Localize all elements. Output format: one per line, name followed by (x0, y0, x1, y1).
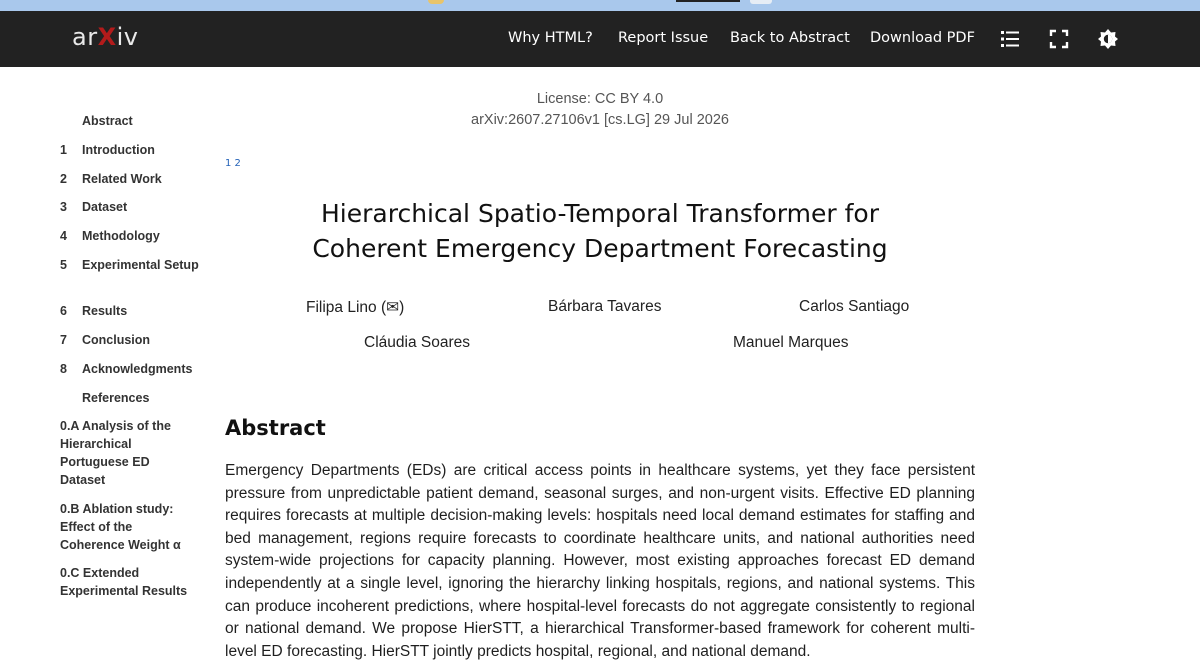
toc-item-conclusion[interactable]: 7 Conclusion (60, 333, 151, 347)
abstract-text: Emergency Departments (EDs) are critical access points in healthcare systems, yet they face persistent pressure from unpredictable patient demand, seasonal surges, and non-urgent visits. Effective ED planning requires forecasts at multiple decision-making levels: hospitals need local demand estimates for staffing and bed management, regions require forecasts to coordinate healthcare units, and national authorities need system-wide projections for capacity planning. However, most existing approaches forecast ED demand independently at a single level, ignoring the hierarchy linking hospitals, regions, and national systems. This can produce incoherent predictions, where hospital-level forecasts do not aggregate consistently to regional or national demand. We propose HierSTT, a hierarchical Transformer-based framework for coherent multi-level ED forecasting. HierSTT jointly predicts hospital, regional, and national demand. (225, 462, 975, 660)
author-name: Filipa Lino (✉) (306, 299, 405, 316)
arxiv-identifier: arXiv:2607.27106v1 [cs.LG] 29 Jul 2026 (471, 112, 729, 128)
toc-item-acknowledgments[interactable]: 8 Acknowledgments (60, 362, 193, 376)
author-name: Carlos Santiago (799, 298, 910, 315)
toc-item-methodology[interactable]: 4 Methodology (60, 229, 160, 243)
toc-item-dataset[interactable]: 3 Dataset (60, 200, 128, 214)
author-name: Bárbara Tavares (548, 298, 662, 315)
arxiv-logo[interactable]: arXiv (72, 23, 139, 51)
navbar (0, 11, 1200, 67)
toc-item-related-work[interactable]: 2 Related Work (60, 172, 162, 186)
toc-item-appendix-c[interactable]: 0.C Extended Experimental Results (60, 566, 188, 598)
toc-item-references[interactable]: References (82, 391, 150, 405)
paper-title: Hierarchical Spatio-Temporal Transformer for Coherent Emergency Department Forecasting (312, 199, 888, 263)
fullscreen-icon[interactable] (1048, 28, 1070, 50)
toc-item-introduction[interactable]: 1 Introduction (60, 143, 155, 157)
banner-link[interactable] (676, 0, 740, 2)
toc-item-abstract[interactable]: Abstract (82, 114, 133, 128)
abstract-heading: Abstract (225, 416, 326, 440)
toc-item-appendix-b[interactable]: 0.B Ablation study: Effect of the Coherence Weight α (60, 502, 181, 552)
toc-item-results[interactable]: 6 Results (60, 304, 128, 318)
list-icon[interactable] (999, 28, 1021, 50)
browser-banner (0, 0, 1200, 11)
download-pdf-link[interactable]: Download PDF (870, 30, 975, 46)
report-issue-link[interactable]: Report Issue (618, 30, 709, 46)
author-name: Manuel Marques (733, 334, 849, 351)
back-to-abstract-link[interactable]: Back to Abstract (730, 30, 850, 46)
toc-item-appendix-a[interactable]: 0.A Analysis of the Hierarchical Portuguese ED Dataset (60, 419, 171, 487)
banner-close-button[interactable] (750, 0, 772, 4)
banner-emoji-icon (428, 0, 444, 4)
theme-icon[interactable] (1097, 28, 1119, 50)
toc-item-experimental-setup[interactable]: 5 Experimental Setup (60, 258, 199, 272)
author-name: Cláudia Soares (364, 334, 470, 351)
license-text: License: CC BY 4.0 (536, 91, 664, 107)
why-html-link[interactable]: Why HTML? (508, 30, 593, 46)
footnote-marks[interactable]: 1 2 (225, 158, 241, 169)
